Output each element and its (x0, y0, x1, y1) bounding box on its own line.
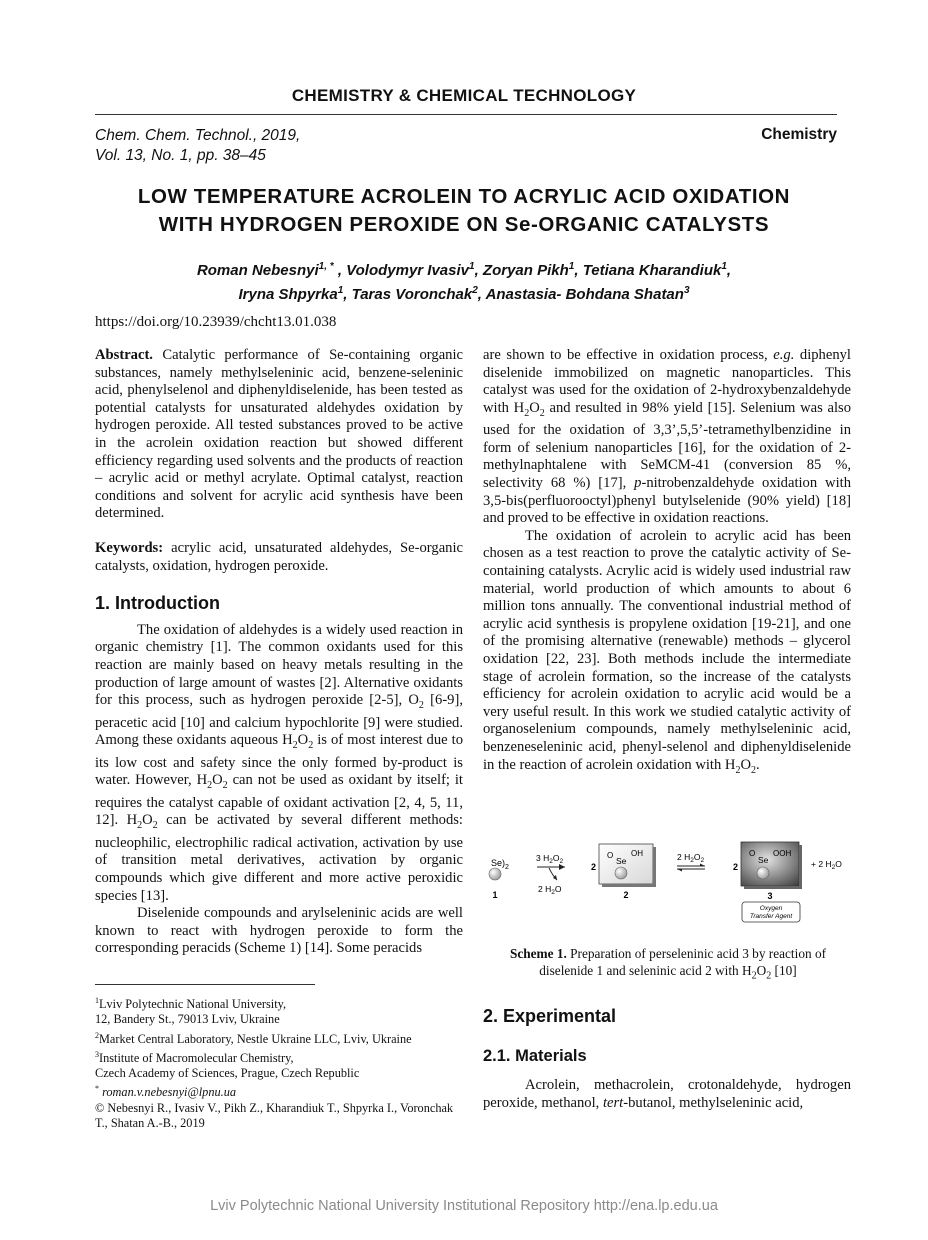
compound-label-1: 1 (492, 890, 498, 900)
svg-text:Oxygen: Oxygen (759, 905, 783, 912)
compound-label-2: 2 (623, 890, 629, 900)
author-list: Roman Nebesnyi$^{1, *}$ , Volodymyr Ivasiv$^1$, Zoryan Pikh$^1$, Tetiana Kharandiuk$^1$, Iryna Shpyrka$^1$, Taras Voronchak$^2$, Anastasia- Bohdana Shatan$^3$ (196, 261, 732, 303)
footnote-rule (95, 984, 315, 985)
intro-paragraph-3: are shown to be effective in oxidation process, e.g. diphenyl diselenide immobilized on magnetic nanoparticles. This catalyst was used for the oxidation of 2-hydroxybenzaldehyde with $H_2O_2$ and resulted in 98% yield [15]. Selenium was also used for the oxidation of 3,3’,5,5’-tetramethylbenzidine in form of selenium nanoparticles [16], for the oxidation of 2-methylnaphtalene with SeMCM-41 (conversion 85 %, selectivity 68 %) [17], p-nitrobenzaldehyde oxidation with 3,5-bis(perfluorooctyl)phenyl butylselenide (90% yield) [18] and proved to be effective in oxidation reactions. (483, 347, 851, 527)
paper-title (60, 183, 868, 239)
footnote-3: $^3$Institute of Macromolecular Chemistry, (95, 1049, 294, 1065)
svg-text:O: O (749, 849, 756, 858)
svg-text:OOH: OOH (773, 849, 792, 858)
svg-text:Se: Se (758, 855, 769, 865)
repository-footer: Lviv Polytechnic National University Institutional Repository http://ena.lp.edu.ua (210, 1198, 718, 1214)
section-heading-experimental: 2. Experimental (483, 1006, 617, 1026)
author: Roman Nebesnyi (196, 262, 319, 279)
footnotes: $^1$Lviv Polytechnic National University, 12, Bandery St., 79013 Lviv, Ukraine $^2$Market Central Laboratory, Nestle Ukraine LLC, Lviv, Ukraine $^3$Institute of Macromolecular Chemistry, Czech Academy of Sciences, Prague, Czech Republic * roman.v.nebesnyi@lpnu.ua © Nebesnyi R., Ivasiv V., Pikh Z., Kharandiuk T., Shpyrka I., Voronchak T., Shatan A.-B., 2019 (95, 993, 465, 1131)
title-line1: LOW TEMPERATURE ACROLEIN TO ACRYLIC ACID OXIDATION (137, 185, 791, 208)
title-line2: WITH HYDROGEN PEROXIDE ON Se-ORGANIC CATALYSTS (158, 213, 770, 236)
copyright: © Nebesnyi R., Ivasiv V., Pikh Z., Kharandiuk T., Shpyrka I., Voronchak T., Shatan A.-B., 2019 (95, 1100, 454, 1130)
subsection-heading-materials: 2.1. Materials (483, 1047, 587, 1065)
right-column (483, 347, 851, 779)
abstract: Abstract. Catalytic performance of Se-containing organic substances, namely methylseleninic acid, benzene-seleninic acid, phenylselenol and diphenyldiselenide, has been tested as potential catalysts for unsaturated aldehydes oxidation by hydrogen peroxide. All tested substances proved to be active in the acrolein oxidation reaction but showed different efficiency regarding used solvents and the products of reaction – acrylic acid or methyl acrylate. Optimal catalyst, reaction conditions and solvent for acrylic acid synthesis have been determined. (95, 347, 464, 522)
journal-header: CHEMISTRY & CHEMICAL TECHNOLOGY (291, 86, 637, 105)
author: Volodymyr Ivasiv (346, 262, 470, 279)
keywords: Keywords: acrylic acid, unsaturated aldehydes, Se-organic catalysts, oxidation, hydrogen peroxide. (95, 539, 464, 574)
author: Zoryan Pikh (482, 262, 569, 279)
reagent-h2o2: 3 $H_2O_2$ (536, 853, 564, 865)
svg-text:Transfer Agent: Transfer Agent (749, 913, 793, 920)
author: Tetiana Kharandiuk (582, 262, 722, 279)
footnote-1: $^1$Lviv Polytechnic National University, (95, 996, 287, 1012)
reagent-h2o2-2: 2 $H_2O_2$ (677, 852, 705, 864)
byproduct-water: 2 $H_2O$ (538, 884, 562, 896)
author: Taras Voronchak (351, 286, 473, 303)
doi-link[interactable]: https://doi.org/10.23939/chcht13.01.038 (95, 314, 337, 330)
aryl-ball (489, 868, 501, 880)
materials-paragraph: Acrolein, methacrolein, crotonaldehyde, hydrogen peroxide, methanol, tert-butanol, methylseleninic acid, (483, 1077, 851, 1111)
diselenide-formula: $Se)_2$ (491, 858, 509, 871)
footnote-email: * roman.v.nebesnyi@lpnu.ua (95, 1084, 236, 1100)
intro-paragraph-4: The oxidation of acrolein to acrylic acid has been chosen as a test reaction to prove the catalytic activity of Se-containing catalysts. Acrylic acid is widely used industrial raw material, world production of which amounts to about 6 million tons annually. The conventional industrial method of acrylic acid synthesis is propylene oxidation [19-21], and one of the promising alternative (renewable) methods – glycerol oxidation [22, 23]. Both methods include the intermediate stage of acrolein formation, so the increase of the catalysts efficiency for acrolein oxidation to acrylic acid would be a very useful result. In this work we studied catalytic activity of organoselenium compounds, namely methylseleninic acid, benzeneseleninic acid, phenyl-selenol and diphenyldiselenide in the reaction of acrolein oxidation with $H_2O_2$. (483, 527, 851, 776)
footnote-2: $^2$Market Central Laboratory, Nestle Ukraine LLC, Lviv, Ukraine (95, 1030, 412, 1046)
byproduct-water-2: + 2 $H_2O$ (811, 859, 842, 871)
section-heading-introduction: 1. Introduction (95, 593, 220, 614)
compound-label-3: 3 (767, 891, 773, 901)
coefficient: 2 (733, 862, 739, 872)
intro-paragraph-1: The oxidation of aldehydes is a widely used reaction in organic chemistry [1]. The common oxidants used for this reaction are mainly based on heavy metals resulting in the production of large amount of wastes [2]. Alternative oxidants for this process, such as hydrogen peroxide [2-5], $O_2$ [6-9], peracetic acid [10] and calcium hypochlorite [9] were studied. Among these oxidants aqueous $H_2O_2$ is of most interest due to its low cost and safety since the only formed by-product is water. However, $H_2O_2$ can not be used as oxidant by itself; it requires the catalyst capable of oxidant activation [2, 4, 5, 11, 12]. $H_2O_2$ can be activated by several different methods: nucleophilic, electrophilic radical activation, activation by use of transition metal derivatives, activation by organic compounds which give different and more active peroxidic species [13]. (95, 621, 463, 904)
intro-paragraph-2: Diselenide compounds and arylseleninic acids are well known to react with hydrogen peroxide to form the corresponding peracids (Scheme 1) [14]. Some peracids (95, 905, 463, 957)
citation-line1: Chem. Chem. Technol., 2019, (95, 127, 301, 144)
citation-line2: Vol. 13, No. 1, pp. 38–45 (95, 147, 266, 164)
coefficient: 2 (591, 862, 597, 872)
section-label: Chemistry (761, 126, 837, 143)
author: Anastasia- Bohdana Shatan (485, 286, 684, 303)
svg-text:Se: Se (616, 856, 627, 866)
author: Iryna Shpyrka (238, 286, 338, 303)
reaction-scheme (483, 836, 853, 932)
left-column (95, 347, 463, 958)
scheme-caption: Scheme 1. Preparation of perseleninic acid 3 by reaction of diselenide 1 and seleninic acid 2 with $H_2O_2$ [10] (509, 946, 827, 982)
citation (95, 126, 300, 166)
svg-text:O: O (607, 851, 614, 860)
svg-text:OH: OH (631, 849, 643, 858)
header-rule (95, 114, 837, 115)
